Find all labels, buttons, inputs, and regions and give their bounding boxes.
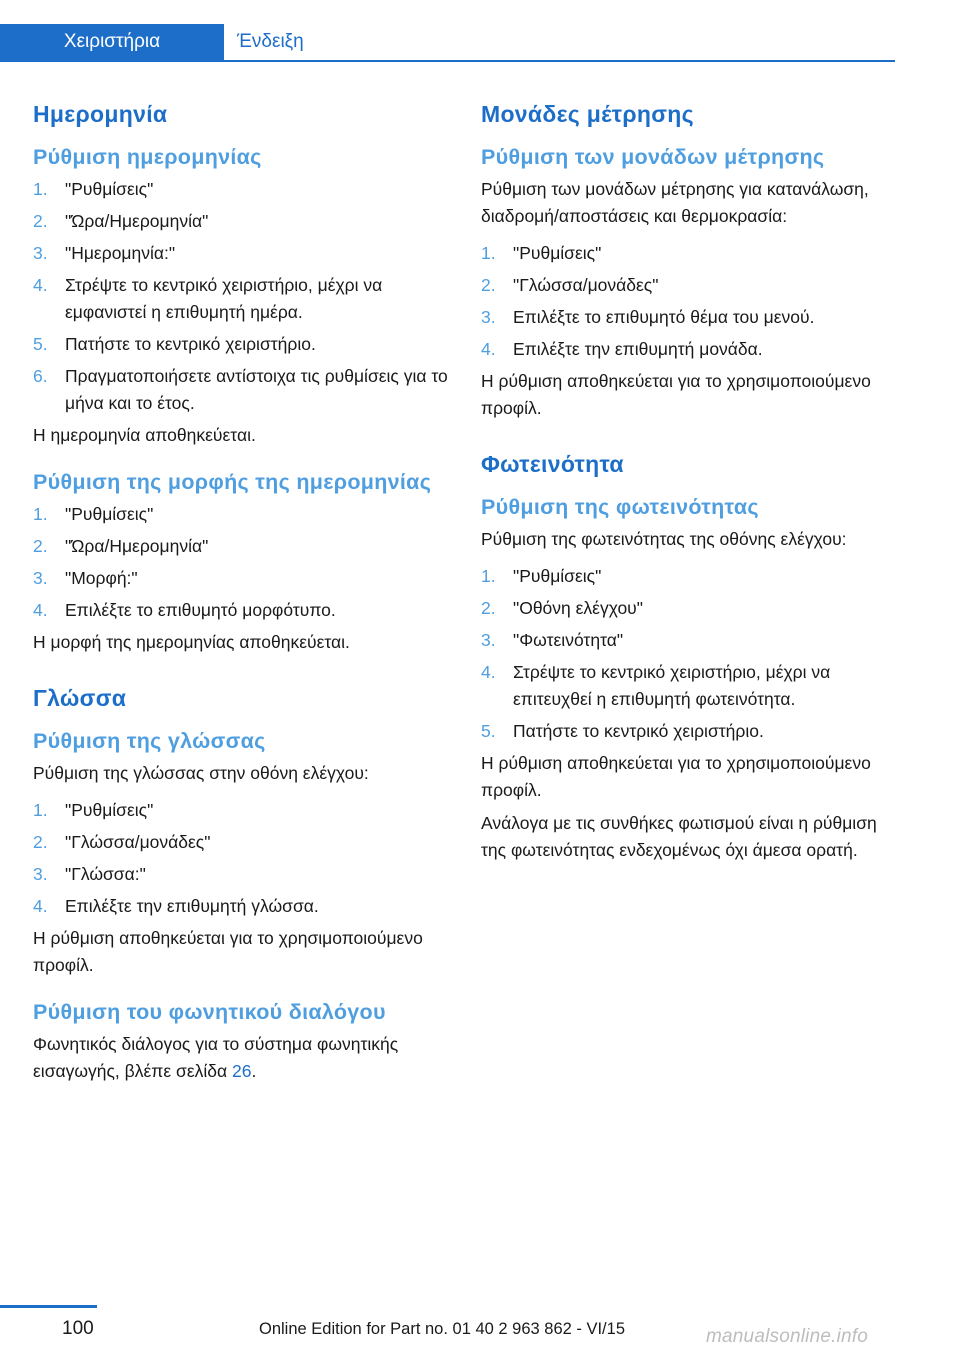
set-language-steps [33, 797, 448, 920]
list-item: 3. "Ημερομηνία:" [33, 243, 176, 263]
tab-display[interactable]: Ένδειξη [237, 31, 304, 52]
set-units-steps [481, 240, 896, 363]
list-item: 2. "Γλώσσα/μονάδες" [33, 832, 211, 852]
set-units-subheading: Ρύθμιση των μονάδων μέτρησης [481, 145, 825, 169]
page-link[interactable]: 26 [231, 1061, 252, 1081]
set-brightness-note: Η ρύθμιση αποθηκεύεται για το χρησιμοποιούμενο προφίλ. [481, 753, 871, 800]
set-date-note: Η ημερομηνία αποθηκεύεται. [33, 425, 256, 445]
list-item: 4. Επιλέξτε την επιθυμητή μονάδα. [481, 339, 763, 359]
set-format-note: Η μορφή της ημερομηνίας αποθηκεύεται. [33, 632, 350, 652]
list-item: 3. "Φωτεινότητα" [481, 630, 624, 650]
list-item: 1. "Ρυθμίσεις" [33, 800, 154, 820]
list-item: 5. Πατήστε το κεντρικό χειριστήριο. [481, 721, 764, 741]
list-item: 2. "Γλώσσα/μονάδες" [481, 275, 659, 295]
set-units-intro: Ρύθμιση των μονάδων μέτρησης για κατανάλωση, διαδρομή/αποστάσεις και θερμοκρασία: [481, 179, 869, 226]
header-rule [0, 60, 895, 62]
list-item: 5. Πατήστε το κεντρικό χειριστήριο. [33, 334, 316, 354]
date-heading: Ημερομηνία [33, 101, 168, 127]
units-heading: Μονάδες μέτρησης [481, 101, 694, 127]
set-language-note: Η ρύθμιση αποθηκεύεται για το χρησιμοποιούμενο προφίλ. [33, 928, 423, 975]
set-units-note: Η ρύθμιση αποθηκεύεται για το χρησιμοποιούμενο προφίλ. [481, 371, 871, 418]
list-item: 2. "Ώρα/Ημερομηνία" [33, 211, 209, 231]
set-brightness-intro: Ρύθμιση της φωτεινότητας της οθόνης ελέγχου: [481, 529, 847, 549]
set-language-subheading: Ρύθμιση της γλώσσας [33, 729, 266, 753]
list-item: 3. Επιλέξτε το επιθυμητό θέμα του μενού. [481, 307, 815, 327]
set-brightness-subheading: Ρύθμιση της φωτεινότητας [481, 495, 759, 519]
list-item: 2. "Ώρα/Ημερομηνία" [33, 536, 209, 556]
list-item: 1. "Ρυθμίσεις" [481, 243, 602, 263]
watermark: manualsonline.info [706, 1326, 869, 1347]
brightness-heading: Φωτεινότητα [481, 451, 624, 477]
edition-text: Online Edition for Part no. 01 40 2 963 862 - VI/15 [259, 1320, 625, 1338]
set-format-subheading: Ρύθμιση της μορφής της ημερομηνίας [33, 470, 432, 494]
list-item: 4. Επιλέξτε το επιθυμητό μορφότυπο. [33, 600, 336, 620]
set-brightness-note2: Ανάλογα με τις συνθήκες φωτισμού είναι η ρύθμιση της φωτεινότητας ενδεχομένως όχι άμεσα ορατή. [481, 813, 877, 860]
left-column [33, 98, 448, 1091]
list-item: 4. Στρέψτε το κεντρικό χειριστήριο, μέχρι να επιτευχθεί η επιθυμητή φωτεινότητα. [481, 662, 831, 709]
footer-rule [0, 1305, 97, 1308]
set-date-subheading: Ρύθμιση ημερομηνίας [33, 145, 262, 169]
list-item: 3. "Μορφή:" [33, 568, 138, 588]
list-item: 1. "Ρυθμίσεις" [481, 566, 602, 586]
list-item: 1. "Ρυθμίσεις" [33, 504, 154, 524]
set-date-steps [33, 176, 448, 417]
list-item: 4. Επιλέξτε την επιθυμητή γλώσσα. [33, 896, 319, 916]
page-number: 100 [62, 1318, 94, 1339]
set-format-steps [33, 501, 448, 624]
set-language-intro: Ρύθμιση της γλώσσας στην οθόνη ελέγχου: [33, 763, 369, 783]
language-heading: Γλώσσα [33, 685, 127, 711]
list-item: 6. Πραγματοποιήσετε αντίστοιχα τις ρυθμίσεις για το μήνα και το έτος. [33, 366, 448, 413]
list-item: 4. Στρέψτε το κεντρικό χειριστήριο, μέχρι να εμφανιστεί η επιθυμητή ημέρα. [33, 275, 383, 322]
voice-dialog-subheading: Ρύθμιση του φωνητικού διαλόγου [33, 1000, 386, 1024]
voice-dialog-text: Φωνητικός διάλογος για το σύστημα φωνητικής εισαγωγής, βλέπε σελίδα 26. [33, 1034, 399, 1081]
right-column [481, 98, 896, 870]
list-item: 1. "Ρυθμίσεις" [33, 179, 154, 199]
set-brightness-steps [481, 563, 896, 745]
list-item: 2. "Οθόνη ελέγχου" [481, 598, 643, 618]
header-bar [0, 24, 895, 62]
tab-controls[interactable]: Χειριστήρια [0, 24, 224, 60]
list-item: 3. "Γλώσσα:" [33, 864, 146, 884]
